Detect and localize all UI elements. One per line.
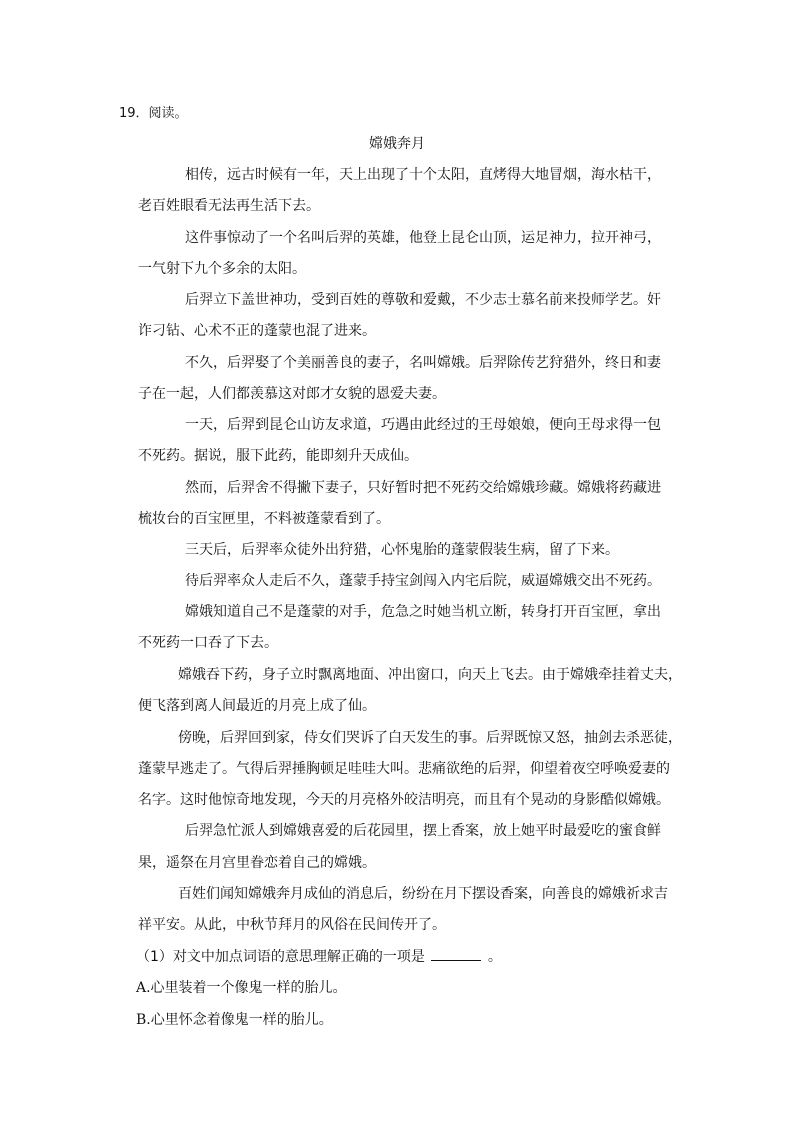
passage-title: 嫦娥奔月 — [369, 136, 425, 152]
passage-line: 三天后，后羿率众徒外出狩猎，心怀鬼胎的蓬蒙假装生病，留了下来。 — [185, 542, 619, 558]
passage-line: 老百姓眼看无法再生活下去。 — [138, 198, 320, 214]
passage-line: 相传，远古时候有一年，天上出现了十个太阳，直烤得大地冒烟，海水枯干， — [185, 167, 661, 183]
passage-line: 这件事惊动了一个名叫后羿的英雄，他登上昆仑山顶，运足神力，拉开神弓， — [185, 230, 661, 246]
passage-line: 傍晚，后羿回到家，侍女们哭诉了白天发生的事。后羿既惊又怒，抽剑去杀恶徒， — [178, 730, 682, 746]
sub-question — [136, 946, 502, 967]
passage-line: 嫦娥知道自己不是蓬蒙的对手，危急之时她当机立断，转身打开百宝匣，拿出 — [185, 604, 661, 620]
passage-line: 百姓们闻知嫦娥奔月成仙的消息后，纷纷在月下摆设香案，向善良的嫦娥祈求吉 — [178, 886, 668, 902]
option-b[interactable]: B.心里怀念着像鬼一样的胎儿。 — [136, 1012, 333, 1028]
passage-line: 果，遥祭在月宫里眷恋着自己的嫦娥。 — [138, 855, 376, 871]
sub-question-prefix: （1）对文中加点词语的意思理解正确的一项是 — [136, 949, 425, 965]
passage-line: 一气射下九个多余的太阳。 — [138, 261, 306, 277]
passage-line: 后羿急忙派人到嫦娥喜爱的后花园里，摆上香案，放上她平时最爱吃的蜜食鲜 — [185, 823, 661, 839]
passage-line: 后羿立下盖世神功，受到百姓的尊敬和爱戴，不少志士慕名前来投师学艺。奸 — [185, 292, 661, 308]
passage-line: 子在一起，人们都羡慕这对郎才女貌的恩爱夫妻。 — [138, 386, 446, 402]
passage-line: 不久，后羿娶了个美丽善良的妻子，名叫嫦娥。后羿除传艺狩猎外，终日和妻 — [185, 355, 661, 371]
passage-line: 待后羿率众人走后不久，蓬蒙手持宝剑闯入内宅后院，威逼嫦娥交出不死药。 — [185, 573, 661, 589]
question-number: 19．阅读。 — [119, 106, 188, 121]
passage-line: 诈刁钻、心术不正的蓬蒙也混了进来。 — [138, 323, 376, 339]
passage-line: 梳妆台的百宝匣里，不料被蓬蒙看到了。 — [138, 511, 390, 527]
passage-line: 不死药一口吞了下去。 — [138, 635, 278, 651]
passage-line: 名字。这时他惊奇地发现，今天的月亮格外皎洁明亮，而且有个晃动的身影酷似嫦娥。 — [138, 792, 670, 808]
passage-line: 便飞落到离人间最近的月亮上成了仙。 — [138, 698, 376, 714]
passage-line: 然而，后羿舍不得撇下妻子，只好暂时把不死药交给嫦娥珍藏。嫦娥将药藏进 — [185, 480, 661, 496]
passage-line: 蓬蒙早逃走了。气得后羿捶胸顿足哇哇大叫。悲痛欲绝的后羿，仰望着夜空呼唤爱妻的 — [138, 761, 670, 777]
passage-line: 祥平安。从此，中秋节拜月的风俗在民间传开了。 — [138, 917, 446, 933]
passage-line: 不死药。据说，服下此药，能即刻升天成仙。 — [138, 448, 418, 464]
passage-line: 一天，后羿到昆仑山访友求道，巧遇由此经过的王母娘娘，便向王母求得一包 — [185, 417, 661, 433]
passage-line: 嫦娥吞下药，身子立时飘离地面、冲出窗口，向天上飞去。由于嫦娥牵挂着丈夫， — [178, 667, 682, 683]
sub-question-suffix: 。 — [487, 949, 502, 965]
answer-blank[interactable] — [431, 946, 481, 961]
option-a[interactable]: A.心里装着一个像鬼一样的胎儿。 — [136, 980, 347, 996]
